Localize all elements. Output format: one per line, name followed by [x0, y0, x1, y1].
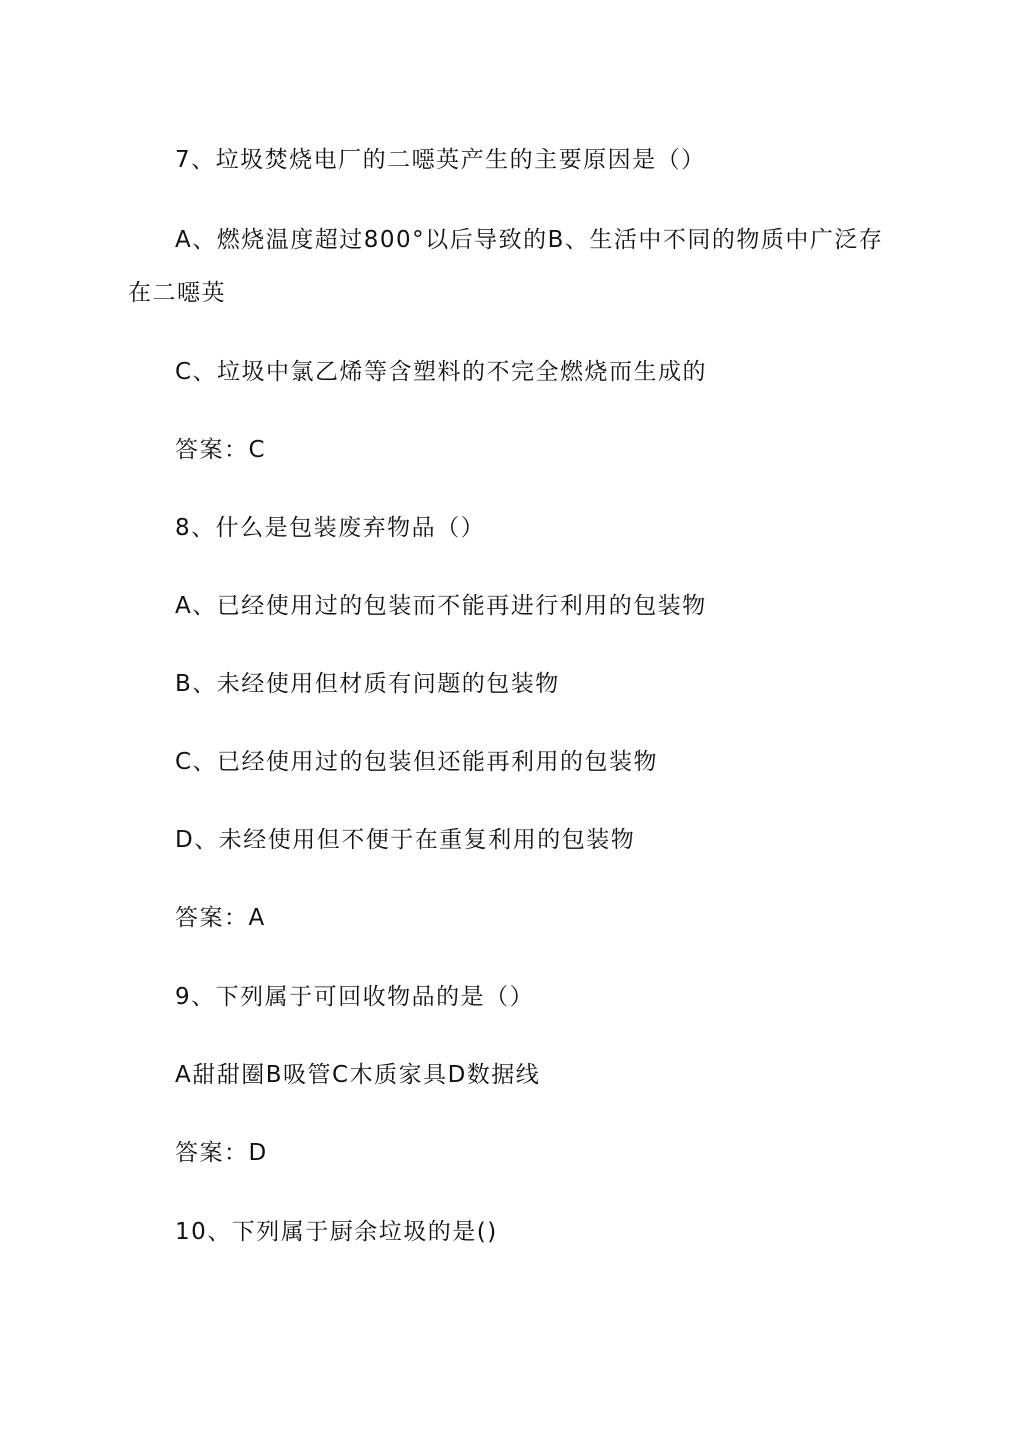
- question-8-answer: 答案：A: [175, 905, 266, 931]
- question-8-option-c: C、已经使用过的包装但还能再利用的包装物: [175, 749, 659, 775]
- question-9-text: 9、下列属于可回收物品的是（）: [175, 984, 535, 1010]
- question-7-text: 7、垃圾焚烧电厂的二噁英产生的主要原因是（）: [175, 147, 706, 173]
- question-8-option-b: B、未经使用但材质有问题的包装物: [175, 671, 560, 697]
- question-10-text: 10、下列属于厨余垃圾的是(): [175, 1219, 498, 1245]
- question-7-option-a-b: A、燃烧温度超过800°以后导致的B、生活中不同的物质中广泛存: [175, 227, 884, 253]
- question-8-text: 8、什么是包装废弃物品（）: [175, 515, 486, 541]
- question-7-option-c: C、垃圾中氯乙烯等含塑料的不完全燃烧而生成的: [175, 359, 708, 385]
- question-7-option-b-continued: 在二噁英: [128, 280, 226, 306]
- question-9-answer: 答案：D: [175, 1140, 268, 1166]
- question-8-option-d: D、未经使用但不便于在重复利用的包装物: [175, 827, 636, 853]
- question-9-options: A甜甜圈B吸管C木质家具D数据线: [175, 1062, 541, 1088]
- question-8-option-a: A、已经使用过的包装而不能再进行利用的包装物: [175, 593, 707, 619]
- question-7-answer: 答案：C: [175, 437, 267, 463]
